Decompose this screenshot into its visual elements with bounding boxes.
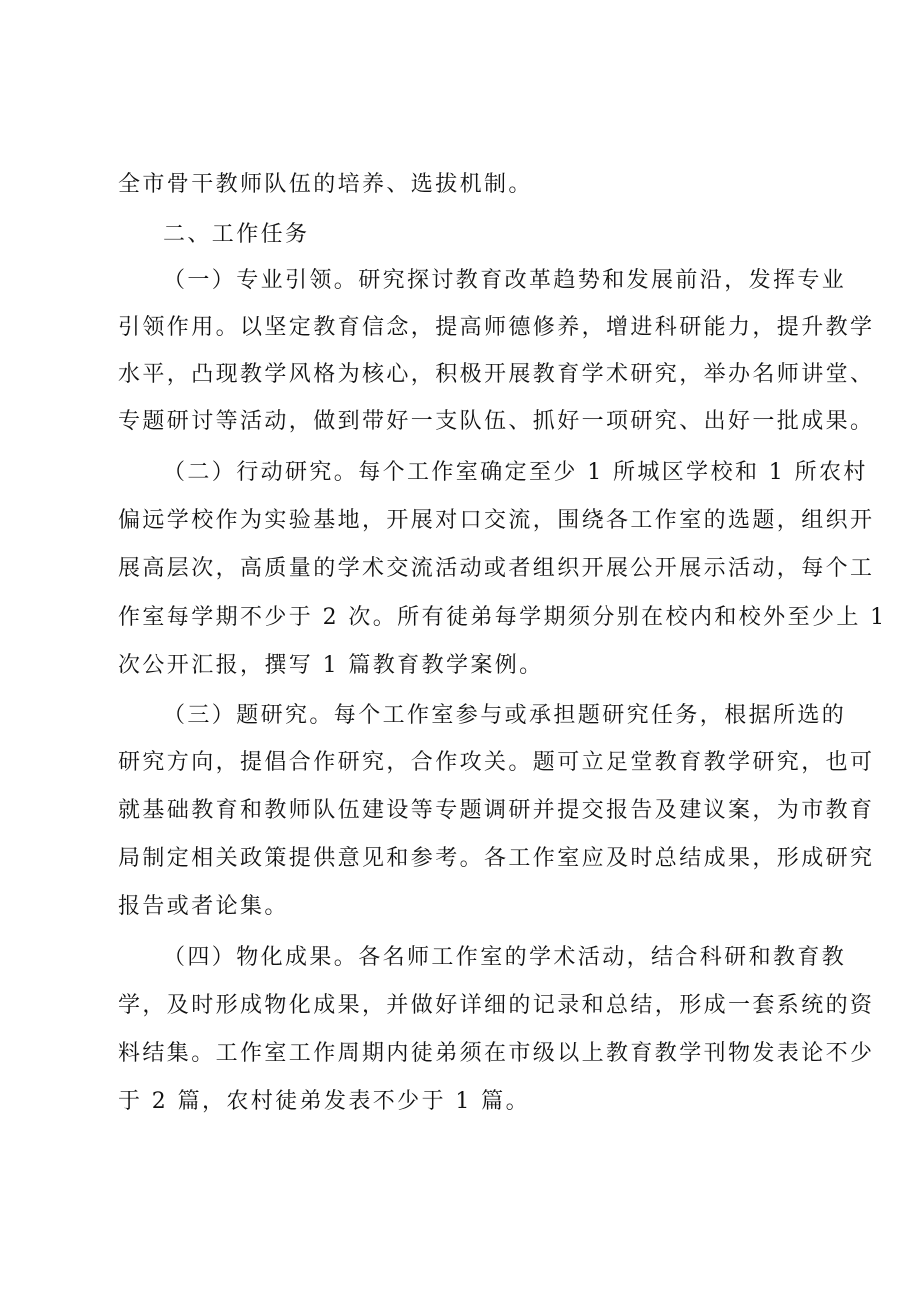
paragraph-line: （四）物化成果。各名师工作室的学术活动，结合科研和教育教 — [163, 945, 847, 970]
section-heading: 二、工作任务 — [163, 222, 310, 247]
paragraph-line: 水平，凸现教学风格为核心，积极开展教育学术研究，举办名师讲堂、 — [118, 362, 875, 387]
paragraph-line: 研究方向，提倡合作研究，合作攻关。题可立足堂教育教学研究，也可 — [118, 750, 875, 775]
paragraph-line: 局制定相关政策提供意见和参考。各工作室应及时总结成果，形成研究 — [118, 846, 875, 871]
paragraph-line: 于 2 篇，农村徒弟发表不少于 1 篇。 — [118, 1089, 530, 1114]
paragraph-line: 报告或者论集。 — [118, 894, 289, 919]
paragraph-line: （二）行动研究。每个工作室确定至少 1 所城区学校和 1 所农村 — [163, 460, 868, 485]
paragraph-line: 就基础教育和教师队伍建设等专题调研并提交报告及建议案，为市教育 — [118, 798, 875, 823]
paragraph-line: 学，及时形成物化成果，并做好详细的记录和总结，形成一套系统的资 — [118, 993, 875, 1018]
paragraph-line: 料结集。工作室工作周期内徒弟须在市级以上教育教学刊物发表论不少 — [118, 1041, 875, 1066]
paragraph-line: （一）专业引领。研究探讨教育改革趋势和发展前沿，发挥专业 — [163, 268, 847, 293]
paragraph-line: 引领作用。以坚定教育信念，提高师德修养，增进科研能力，提升教学 — [118, 315, 875, 340]
paragraph-line: （三）题研究。每个工作室参与或承担题研究任务，根据所选的 — [163, 703, 847, 728]
paragraph-line: 展高层次，高质量的学术交流活动或者组织开展公开展示活动，每个工 — [118, 556, 875, 581]
paragraph-line: 偏远学校作为实验基地，开展对口交流，围绕各工作室的选题，组织开 — [118, 508, 875, 533]
paragraph-line: 全市骨干教师队伍的培养、选拔机制。 — [118, 172, 533, 197]
paragraph-line: 专题研讨等活动，做到带好一支队伍、抓好一项研究、出好一批成果。 — [118, 409, 875, 434]
paragraph-line: 作室每学期不少于 2 次。所有徒弟每学期须分别在校内和校外至少上 1 — [118, 605, 887, 630]
paragraph-line: 次公开汇报，撰写 1 篇教育教学案例。 — [118, 653, 544, 678]
